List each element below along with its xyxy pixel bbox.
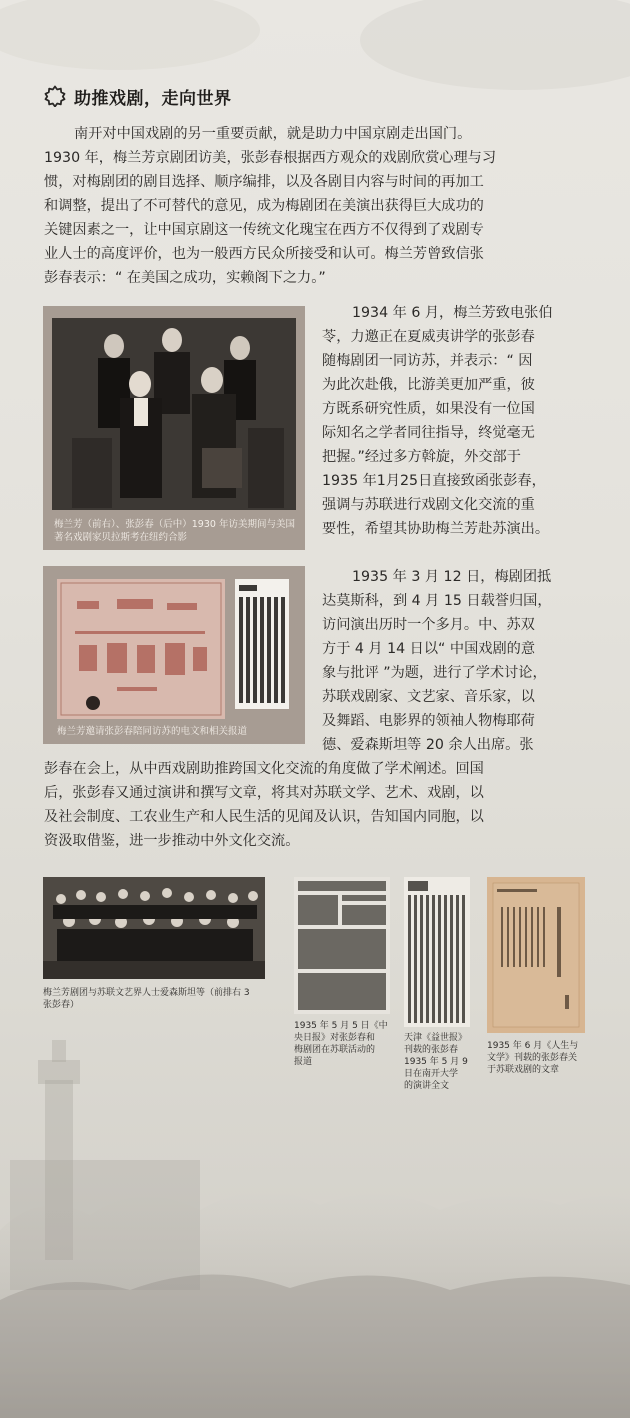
yishi-bao-caption-line-4: 日在南开大学 xyxy=(404,1069,459,1079)
paragraph-3-line-10: 后，张彭春又通过演讲和撰写文章，将其对苏联文学、艺术、戏剧，以 xyxy=(44,785,484,801)
paragraph-1-line-6: 业人士的高度评价，也为一般西方民众所接受和认可。梅兰芳曾致信张 xyxy=(44,246,484,262)
paragraph-3-line-2: 达莫斯科，到 4 月 15 日载誉归国， xyxy=(322,593,552,609)
octagon-flower-icon xyxy=(44,85,66,107)
paragraph-2-line-10: 要性，希望其协助梅兰芳赴苏演出。 xyxy=(322,521,550,537)
magazine-caption-line-2: 文学》刊载的张彭春关 xyxy=(487,1053,578,1063)
yishi-bao-caption-line-5: 的演讲全文 xyxy=(404,1081,450,1091)
paragraph-2-line-9: 强调与苏联进行戏剧文化交流的重 xyxy=(322,497,535,513)
photo-soviet-caption-line-1: 梅兰芳剧团与苏联文艺界人士爱森斯坦等（前排右 3 xyxy=(43,988,250,998)
paragraph-3-line-12: 资汲取借鉴，进一步推动中外文化交流。 xyxy=(44,833,300,849)
newspaper-yishi-bao xyxy=(404,877,470,1027)
magazine-caption-line-3: 于苏联戏剧的文章 xyxy=(487,1065,560,1075)
magazine-life-and-literature xyxy=(487,877,585,1033)
paragraph-2-line-6: 际知名之学者同往指导，终觉毫无 xyxy=(322,425,535,441)
paragraph-2-line-7: 把握。”经过多方斡旋，外交部于 xyxy=(322,449,521,465)
related-newspaper-clipping xyxy=(235,579,289,709)
paragraph-2-line-8: 1935 年1月25日直接致函张彭春， xyxy=(322,473,546,489)
paragraph-3-line-8: 德、爱森斯坦等 20 余人出席。张 xyxy=(322,737,534,753)
paragraph-3-line-4: 方于 4 月 14 日以“ 中国戏剧的意 xyxy=(322,641,536,657)
central-daily-caption-line-4: 报道 xyxy=(294,1057,313,1067)
central-daily-caption-line-1: 1935 年 5 月 5 日《中 xyxy=(294,1021,388,1031)
photo-soviet-caption-line-2: 张彭春） xyxy=(43,1000,80,1010)
telegram-document xyxy=(57,579,225,719)
paragraph-1-line-2: 1930 年，梅兰芳京剧团访美，张彭春根据西方观众的戏剧欣赏心理与习 xyxy=(44,150,497,166)
newspaper-central-daily xyxy=(294,877,390,1014)
telegram-caption: 梅兰芳邀请张彭春陪同访苏的电文和相关报道 xyxy=(57,726,248,737)
paragraph-1-line-1: 南开对中国戏剧的另一重要贡献，就是助力中国京剧走出国门。 xyxy=(74,126,472,142)
yishi-bao-caption-line-2: 刊载的张彭春 xyxy=(404,1045,459,1055)
section-heading xyxy=(44,84,232,108)
photo-1930-caption-line-1: 梅兰芳（前右）、张彭春（后中）1930 年访美期间与美国 xyxy=(54,519,295,530)
paragraph-3-line-7: 及舞蹈、电影界的领袖人物梅耶荷 xyxy=(322,713,535,729)
paragraph-3-line-3: 访问演出历时一个多月。中、苏双 xyxy=(322,617,535,633)
telegram-document-frame xyxy=(43,566,305,744)
paragraph-2-line-1: 1934 年 6 月，梅兰芳致电张伯 xyxy=(352,305,553,321)
photo-1930-caption-line-2: 著名戏剧家贝拉斯考在纽约合影 xyxy=(54,532,188,543)
paragraph-3-line-9: 彭春在会上，从中西戏剧助推跨国文化交流的角度做了学术阐述。回国 xyxy=(44,761,484,777)
yishi-bao-caption-line-3: 1935 年 5 月 9 xyxy=(404,1057,468,1067)
paragraph-1-line-3: 惯，对梅剧团的剧目选择、顺序编排，以及各剧目内容与时间的再加工 xyxy=(44,174,484,190)
magazine-caption-line-1: 1935 年 6 月《人生与 xyxy=(487,1041,579,1051)
central-daily-caption-line-2: 央日报》对张彭春和 xyxy=(294,1033,376,1043)
central-daily-caption-line-3: 梅剧团在苏联活动的 xyxy=(294,1045,376,1055)
paragraph-1-line-4: 和调整，提出了不可替代的意见，成为梅剧团在美演出获得巨大成功的 xyxy=(44,198,484,214)
paragraph-3-line-5: 象与批评 ”为题，进行了学术讨论， xyxy=(322,665,547,681)
paragraph-1-line-7: 彭春表示：“ 在美国之成功，实赖阁下之力。” xyxy=(44,270,326,286)
paragraph-2-line-4: 为此次赴俄，比游美更加严重，彼 xyxy=(322,377,535,393)
paragraph-3-line-6: 苏联戏剧家、文艺家、音乐家，以 xyxy=(322,689,535,705)
yishi-bao-caption-line-1: 天津《益世报》 xyxy=(404,1033,468,1043)
paragraph-1-line-5: 关键因素之一，让中国京剧这一传统文化瑰宝在西方不仅得到了戏剧专 xyxy=(44,222,484,238)
photo-1930-group-frame xyxy=(43,306,305,550)
paragraph-3-line-11: 及社会制度、工农业生产和人民生活的见闻及认识，告知国内同胞，以 xyxy=(44,809,484,825)
paragraph-2-line-2: 苓，力邀正在夏威夷讲学的张彭春 xyxy=(322,329,535,345)
paragraph-3-line-1: 1935 年 3 月 12 日，梅剧团抵 xyxy=(352,569,552,585)
paragraph-2-line-5: 方既系研究性质，如果没有一位国 xyxy=(322,401,535,417)
section-title: 助推戏剧，走向世界 xyxy=(74,88,232,109)
photo-1930-group xyxy=(52,318,296,510)
paragraph-2-line-3: 随梅剧团一同访苏，并表示：“ 因 xyxy=(322,353,533,369)
photo-soviet-group xyxy=(43,877,265,979)
